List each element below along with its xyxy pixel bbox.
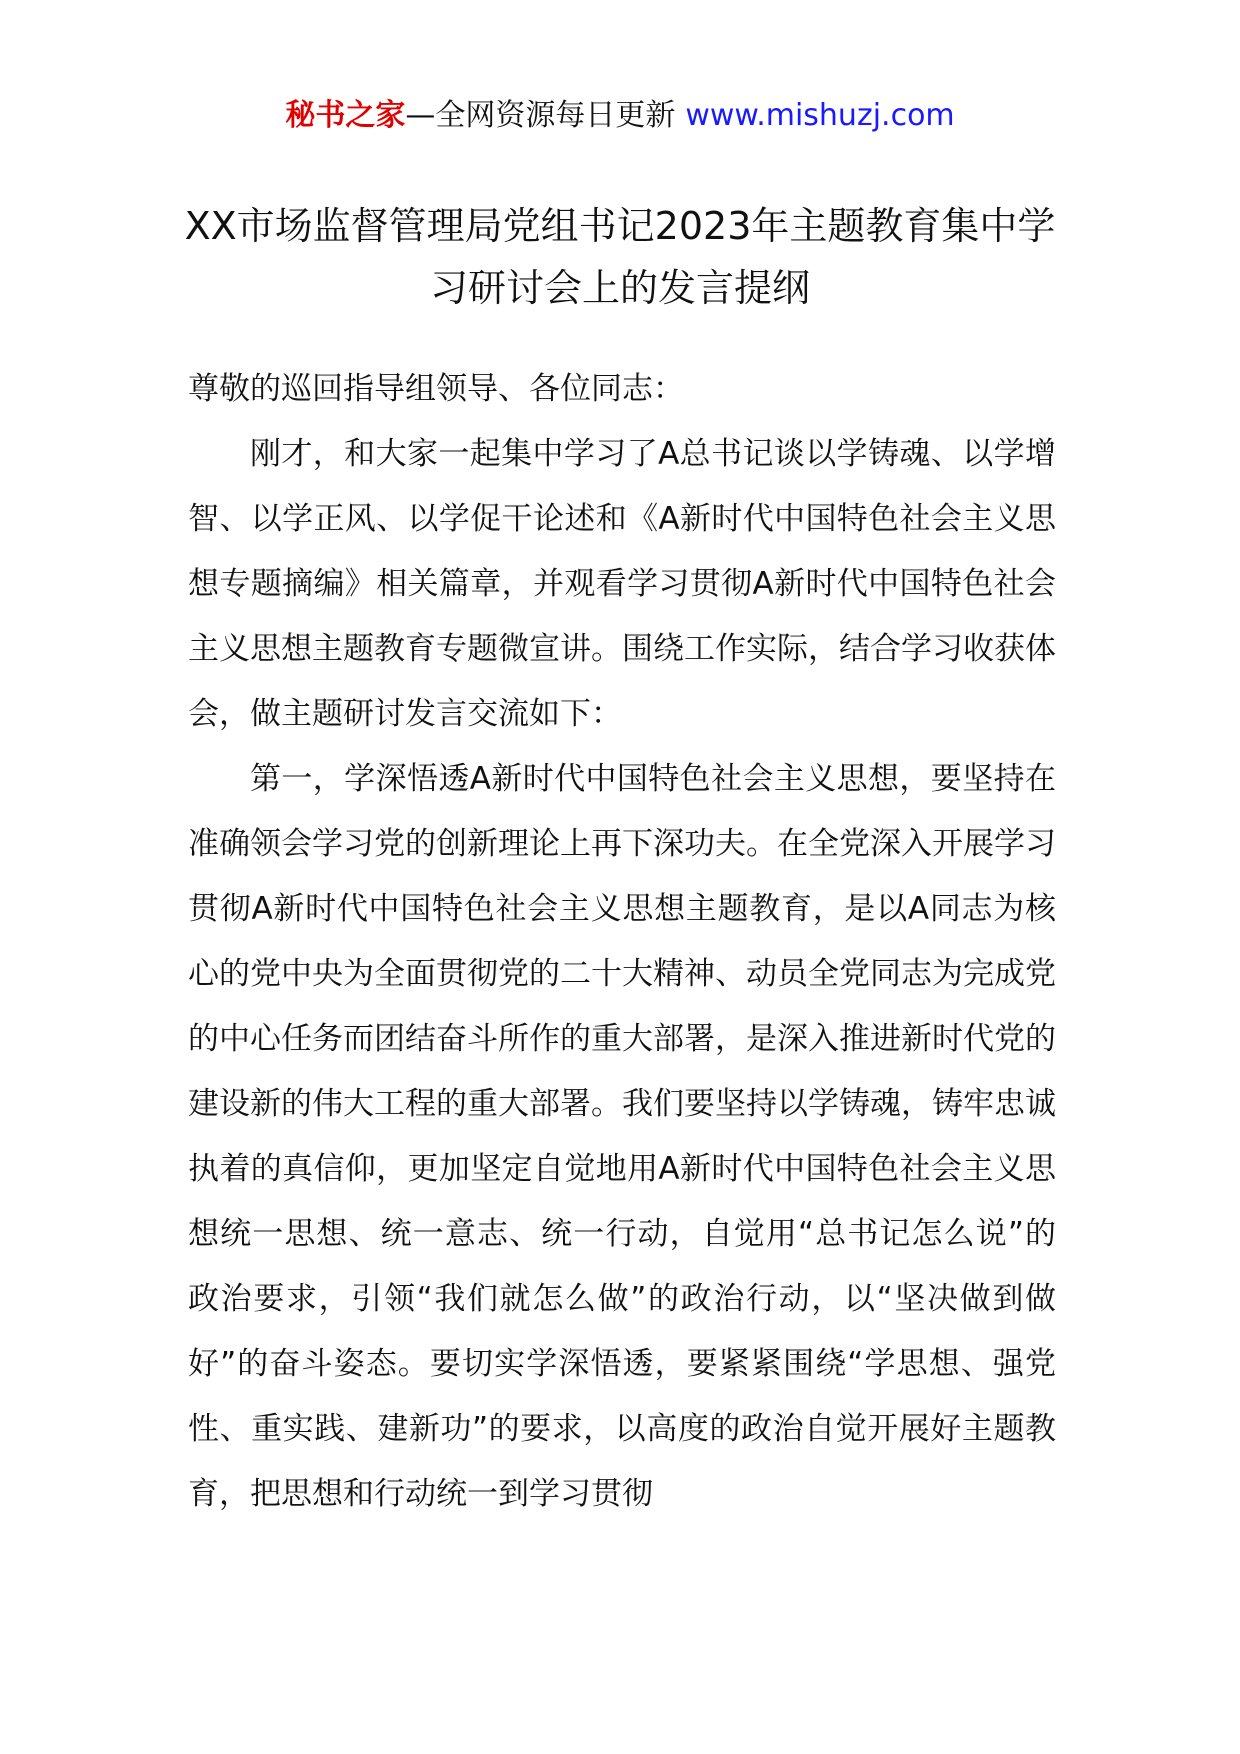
body-paragraph: 第一，学深悟透A新时代中国特色社会主义思想，要坚持在准确领会学习党的创新理论上再下深功夫。在全党深入开展学习贯彻A新时代中国特色社会主义思想主题教育，是以A同志为核心的党中央为全面贯彻党的二十大精神、动员全党同志为完成党的中心任务而团结奋斗所作的重大部署，是深入推进新时代党的建设新的伟大工程的重大部署。我们要坚持以学铸魂，铸牢忠诚执着的真信仰，更加坚定自觉地用A新时代中国特色社会主义思想统一思想、统一意志、统一行动，自觉用“总书记怎么说”的政治要求，引领“我们就怎么做”的政治行动，以“坚决做到做好”的奋斗姿态。要切实学深悟透，要紧紧围绕“学思想、强党性、重实践、建新功”的要求，以高度的政治自觉开展好主题教育，把思想和行动统一到学习贯彻 — [188, 761, 1056, 1512]
site-tagline: —全网资源每日更新 — [405, 98, 676, 133]
site-url-link[interactable]: www.mishuzj.com — [685, 98, 955, 133]
salutation: 尊敬的巡回指导组领导、各位同志： — [188, 371, 684, 407]
site-header — [0, 96, 1240, 136]
site-brand: 秘书之家 — [285, 98, 406, 133]
document-body — [188, 357, 1056, 1527]
body-paragraph: 刚才，和大家一起集中学习了A总书记谈以学铸魂、以学增智、以学正风、以学促干论述和《A新时代中国特色社会主义思想专题摘编》相关篇章，并观看学习贯彻A新时代中国特色社会主义思想主题教育专题微宣讲。围绕工作实际，结合学习收获体会，做主题研讨发言交流如下： — [188, 436, 1056, 732]
document-title: XX市场监督管理局党组书记2023年主题教育集中学习研讨会上的发言提纲 — [184, 204, 1056, 310]
